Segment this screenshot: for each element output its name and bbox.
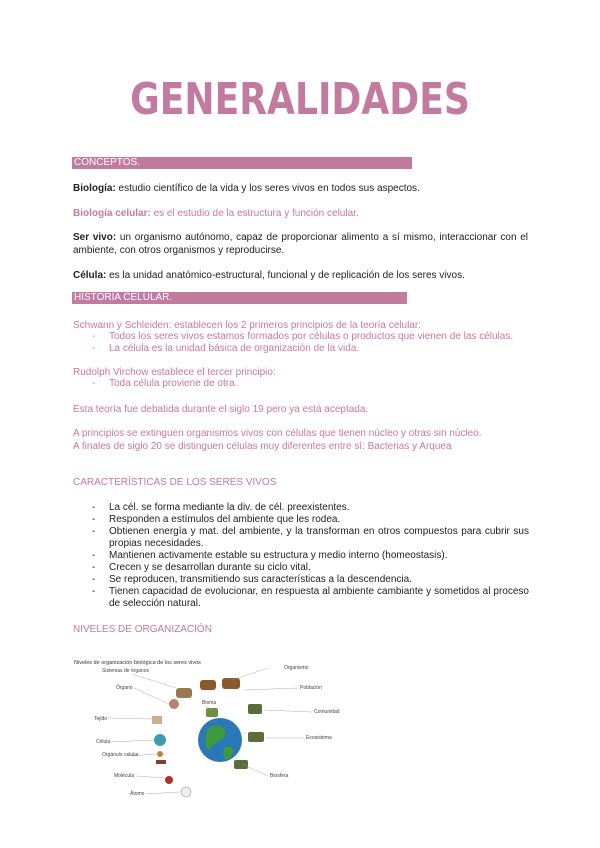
label-atomo: Átomo [130,791,145,797]
label-molecula: Molécula [114,773,135,779]
bullet-dash: - [92,586,96,597]
list-item: La cél. se forma mediante la div. de cél. preexistentes. [109,502,350,513]
bullet-dash: - [92,514,96,525]
historia-virchow: Rudolph Virchow establece el tercer principio: [73,367,276,378]
def-biologia-celular [73,207,528,220]
list-item: Mantienen activamente estable su estructura y medio interno (homeostasis). [109,550,448,561]
text-biologia: estudio científico de la vida y los seres vivos en todos sus aspectos. [115,183,420,194]
label-sistemas-organos: Sistemas de órganos [102,668,149,674]
list-item: Crecen y se desarrollan durante su ciclo vital. [109,562,311,573]
label-organulo: Orgánulo celular [102,752,139,758]
def-ser-vivo [73,231,528,257]
molecule-ball-icon [165,776,173,784]
organelle-icon [157,751,163,757]
bullet-dash: - [92,378,96,389]
list-item: Toda célula proviene de otra. [109,378,238,389]
def-biologia [73,182,528,195]
atom-icon [181,787,191,797]
label-bioma: Bioma [202,700,217,706]
bullet-dash: - [92,550,96,561]
bullet-dash: - [92,574,96,585]
term-ser-vivo: Ser vivo: [73,232,117,243]
page-title: GENERALIDADES [130,74,470,125]
bullet-dash: - [92,502,96,513]
def-celula [73,269,528,282]
term-biologia: Biología: [73,183,116,194]
label-tejido: Tejido [94,716,108,722]
text-biologia-celular: es el estudio de la estructura y función celular. [150,208,359,219]
text-ser-vivo: un organismo autónomo, capaz de proporcionar alimento a sí mismo, interaccionar con el ambiente, con otros organismos y reproducirse. [73,232,528,256]
molecule-icon [156,760,166,764]
list-item: La célula es la unidad básica de organización de la vida. [109,343,360,354]
list-item: Obtienen energía y mat. del ambiente, y la transforman en otros compuestos para cubrir sus propias necesidades. [109,526,529,549]
section-bar-historia [72,292,407,304]
historia-debatida: Esta teoría fue debatida durante el siglo 19 pero ya está aceptada. [73,404,369,415]
cell-icon [154,734,166,746]
bullet-dash: - [92,331,96,342]
label-organismo: Organismo [284,665,309,671]
label-poblacion: Población [300,685,322,691]
figure-title: Niveles de organización biológica de los seres vivos [74,660,201,666]
label-biosfera: Biosfera [270,773,289,779]
list-item: Todos los seres vivos estamos formados por células o productos que vienen de las células. [109,331,514,342]
list-item: Se reproducen, transmitiendo sus características a la descendencia. [109,574,412,585]
label-comunidad: Comunidad [314,709,340,715]
historia-schwann: Schwann y Schleiden: establecen los 2 primeros principios de la teoría celular: [73,320,421,331]
text-celula: es la unidad anatómico-estructural, funcional y de replicación de los seres vivos. [106,270,465,281]
historia-principios-2: A finales de siglo 20 se distinguen células muy diferentes entre sí: Bacterias y Arquea [73,441,452,452]
list-item: Responden a estímulos del ambiente que les rodea. [109,514,341,525]
term-celula: Célula: [73,270,107,281]
label-organo: Órgano [116,685,133,691]
bullet-dash: - [92,562,96,573]
section-heading-historia: HISTORIA CELULAR. [74,292,173,303]
tissue-icon [152,716,162,724]
bullet-dash: - [92,343,96,354]
section-heading-conceptos: CONCEPTOS. [74,157,140,168]
section-heading-caracteristicas: CARACTERÍSTICAS DE LOS SERES VIVOS [73,477,277,488]
animal-group-top [176,678,240,698]
term-biologia-celular: Biología celular: [73,208,151,219]
niveles-organizacion-figure [72,652,342,802]
section-bar-conceptos [72,157,412,169]
historia-principios-1: A principios se extinguen organismos vivos con células que tienen núcleo y otras sin núcleo. [73,428,482,439]
label-celula: Célula [96,739,111,745]
list-item: Tienen capacidad de evolucionar, en respuesta al ambiente cambiante y sometidos al proceso de selección natural. [109,586,529,609]
section-heading-niveles: NIVELES DE ORGANIZACIÓN [73,624,212,635]
bullet-dash: - [92,526,96,537]
label-ecosistema: Ecosistema [306,735,332,741]
organ-icon [169,699,179,709]
